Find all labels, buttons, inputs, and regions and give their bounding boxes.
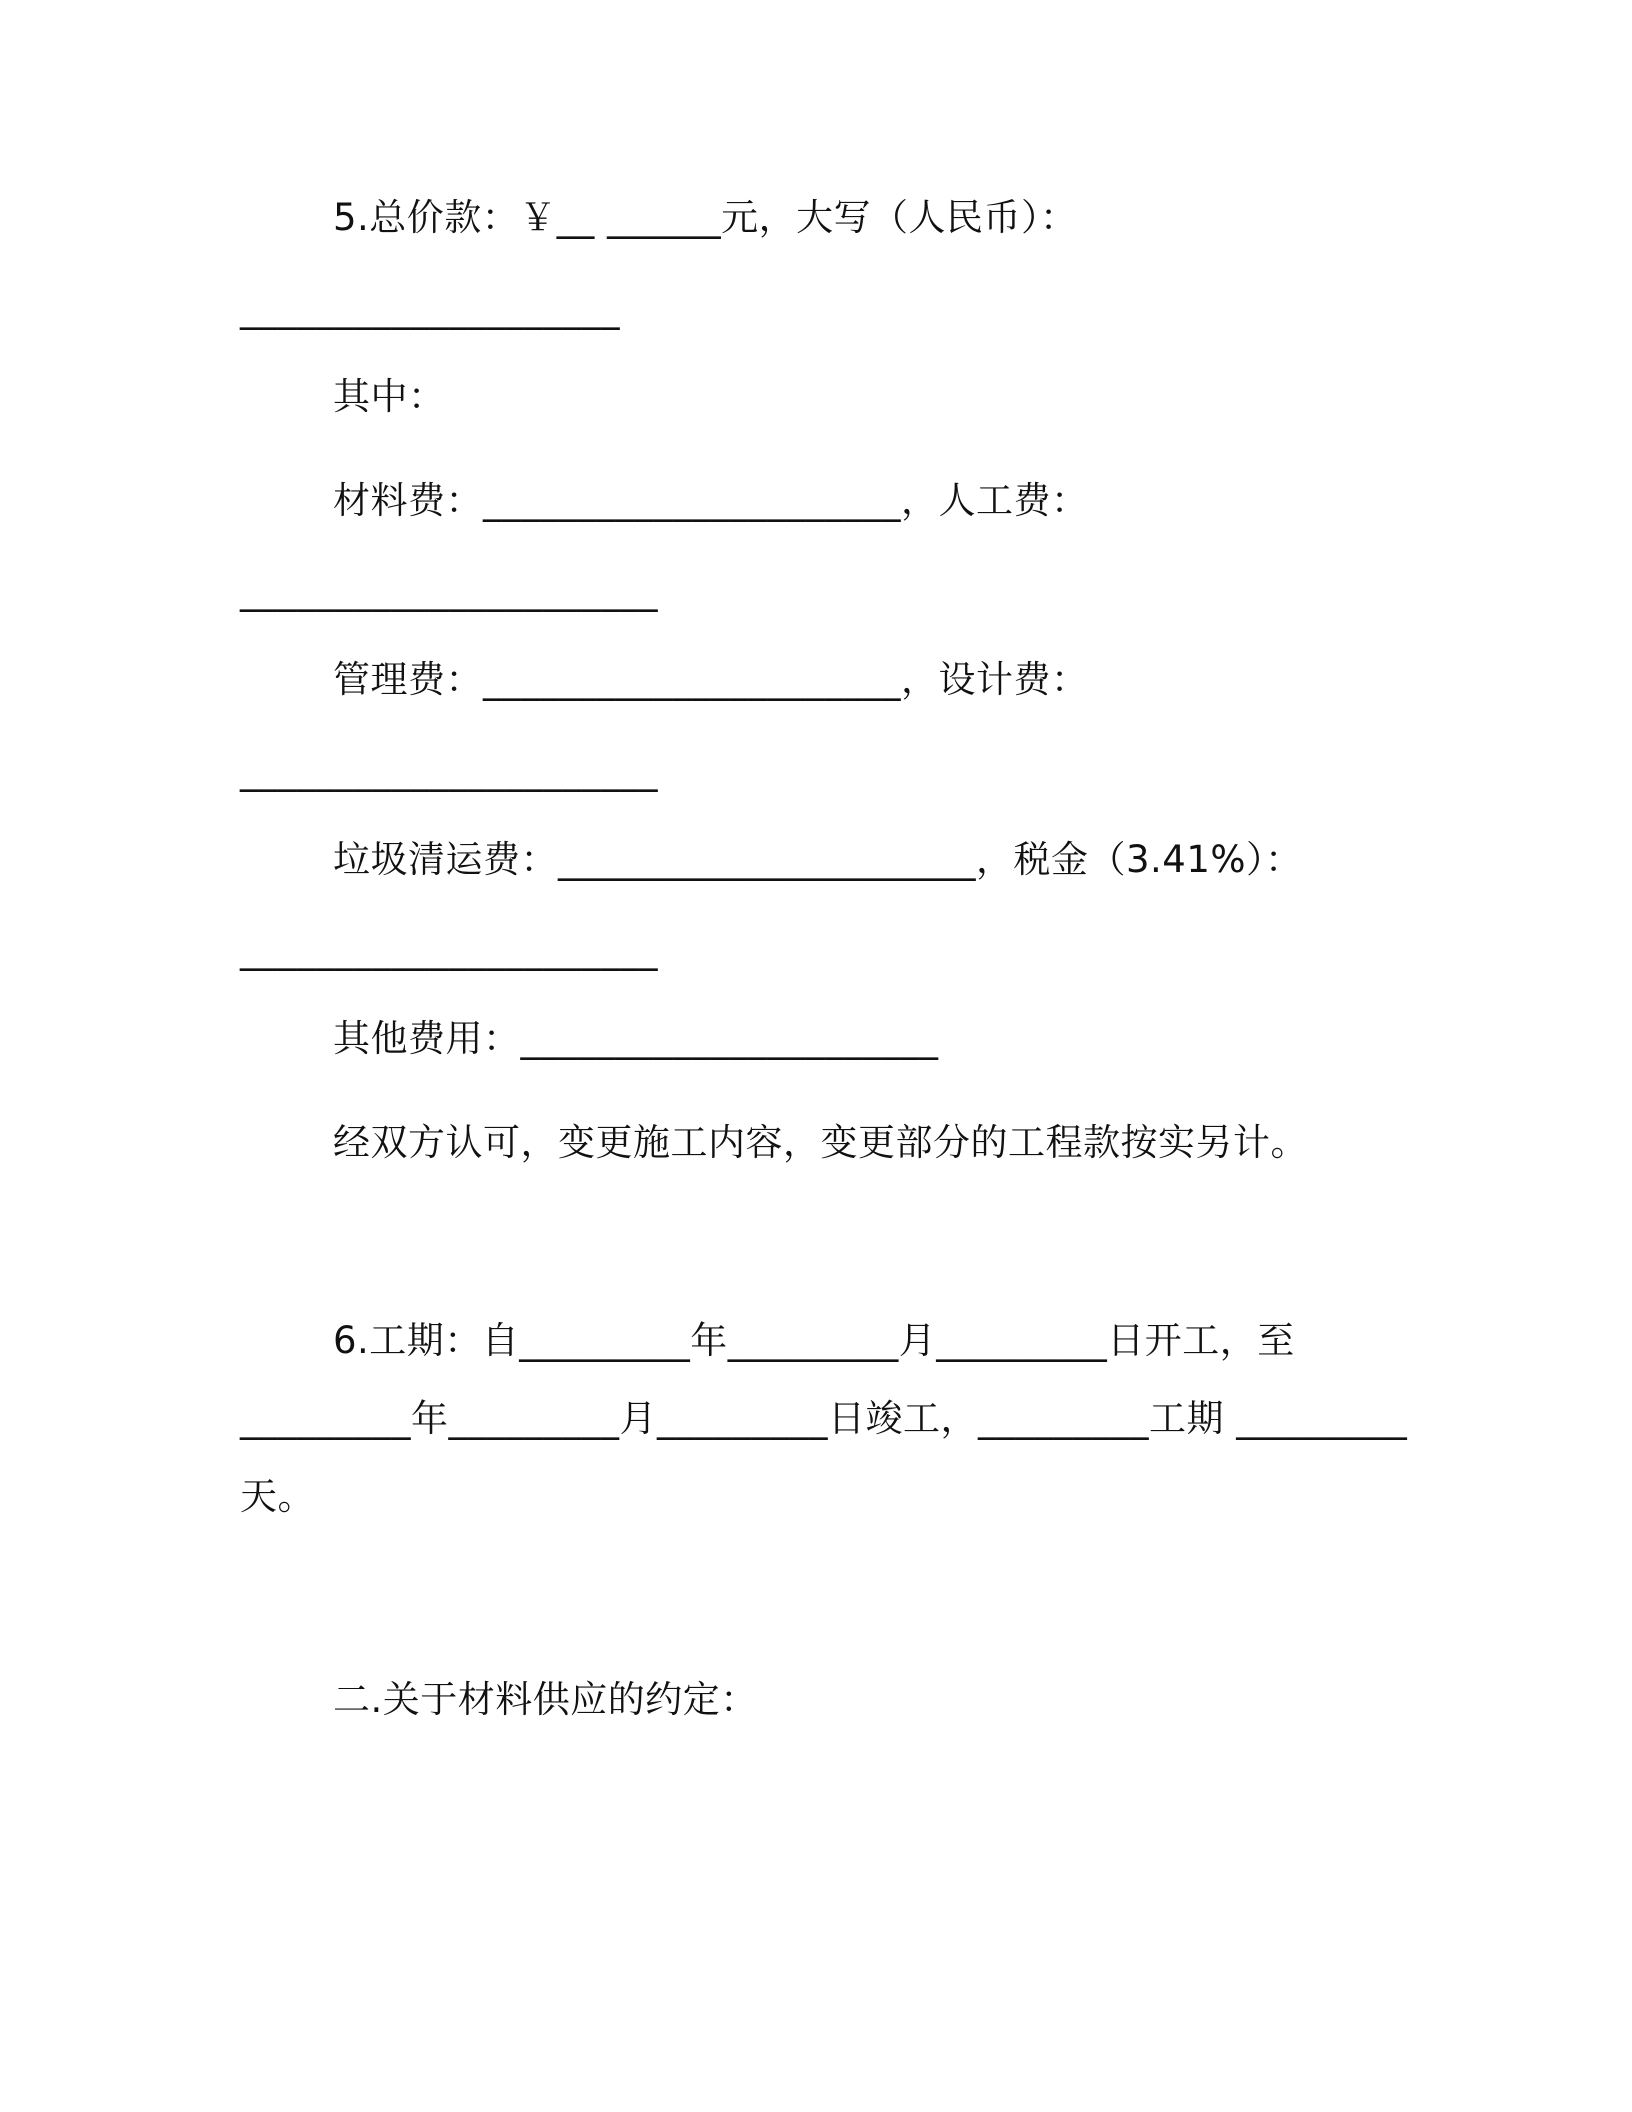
duration-line-1: 6.工期：自_________年_________月_________日开工，至 — [333, 1319, 1295, 1362]
of-which-line: 其中： — [333, 375, 446, 418]
total-price-line: 5.总价款：￥__ ______元，大写（人民币）： — [333, 196, 1078, 239]
management-design-blank-line: ______________________ — [240, 749, 658, 792]
section-two-heading: 二.关于材料供应的约定： — [333, 1678, 758, 1721]
duration-line-3: 天。 — [240, 1475, 315, 1518]
change-note-line: 经双方认可，变更施工内容，变更部分的工程款按实另计。 — [333, 1121, 1308, 1164]
other-fees-line: 其他费用：______________________ — [333, 1017, 939, 1060]
garbage-tax-line: 垃圾清运费：______________________，税金（3.41%）： — [333, 838, 1303, 881]
material-labor-line: 材料费：______________________，人工费： — [333, 479, 1089, 522]
material-labor-blank-line: ______________________ — [240, 569, 658, 612]
total-price-blank-line: ____________________ — [240, 287, 620, 330]
garbage-tax-blank-line: ______________________ — [240, 928, 658, 971]
duration-line-2: _________年_________月_________日竣工，_________工期 _________ — [240, 1397, 1408, 1440]
management-design-line: 管理费：______________________，设计费： — [333, 658, 1089, 701]
